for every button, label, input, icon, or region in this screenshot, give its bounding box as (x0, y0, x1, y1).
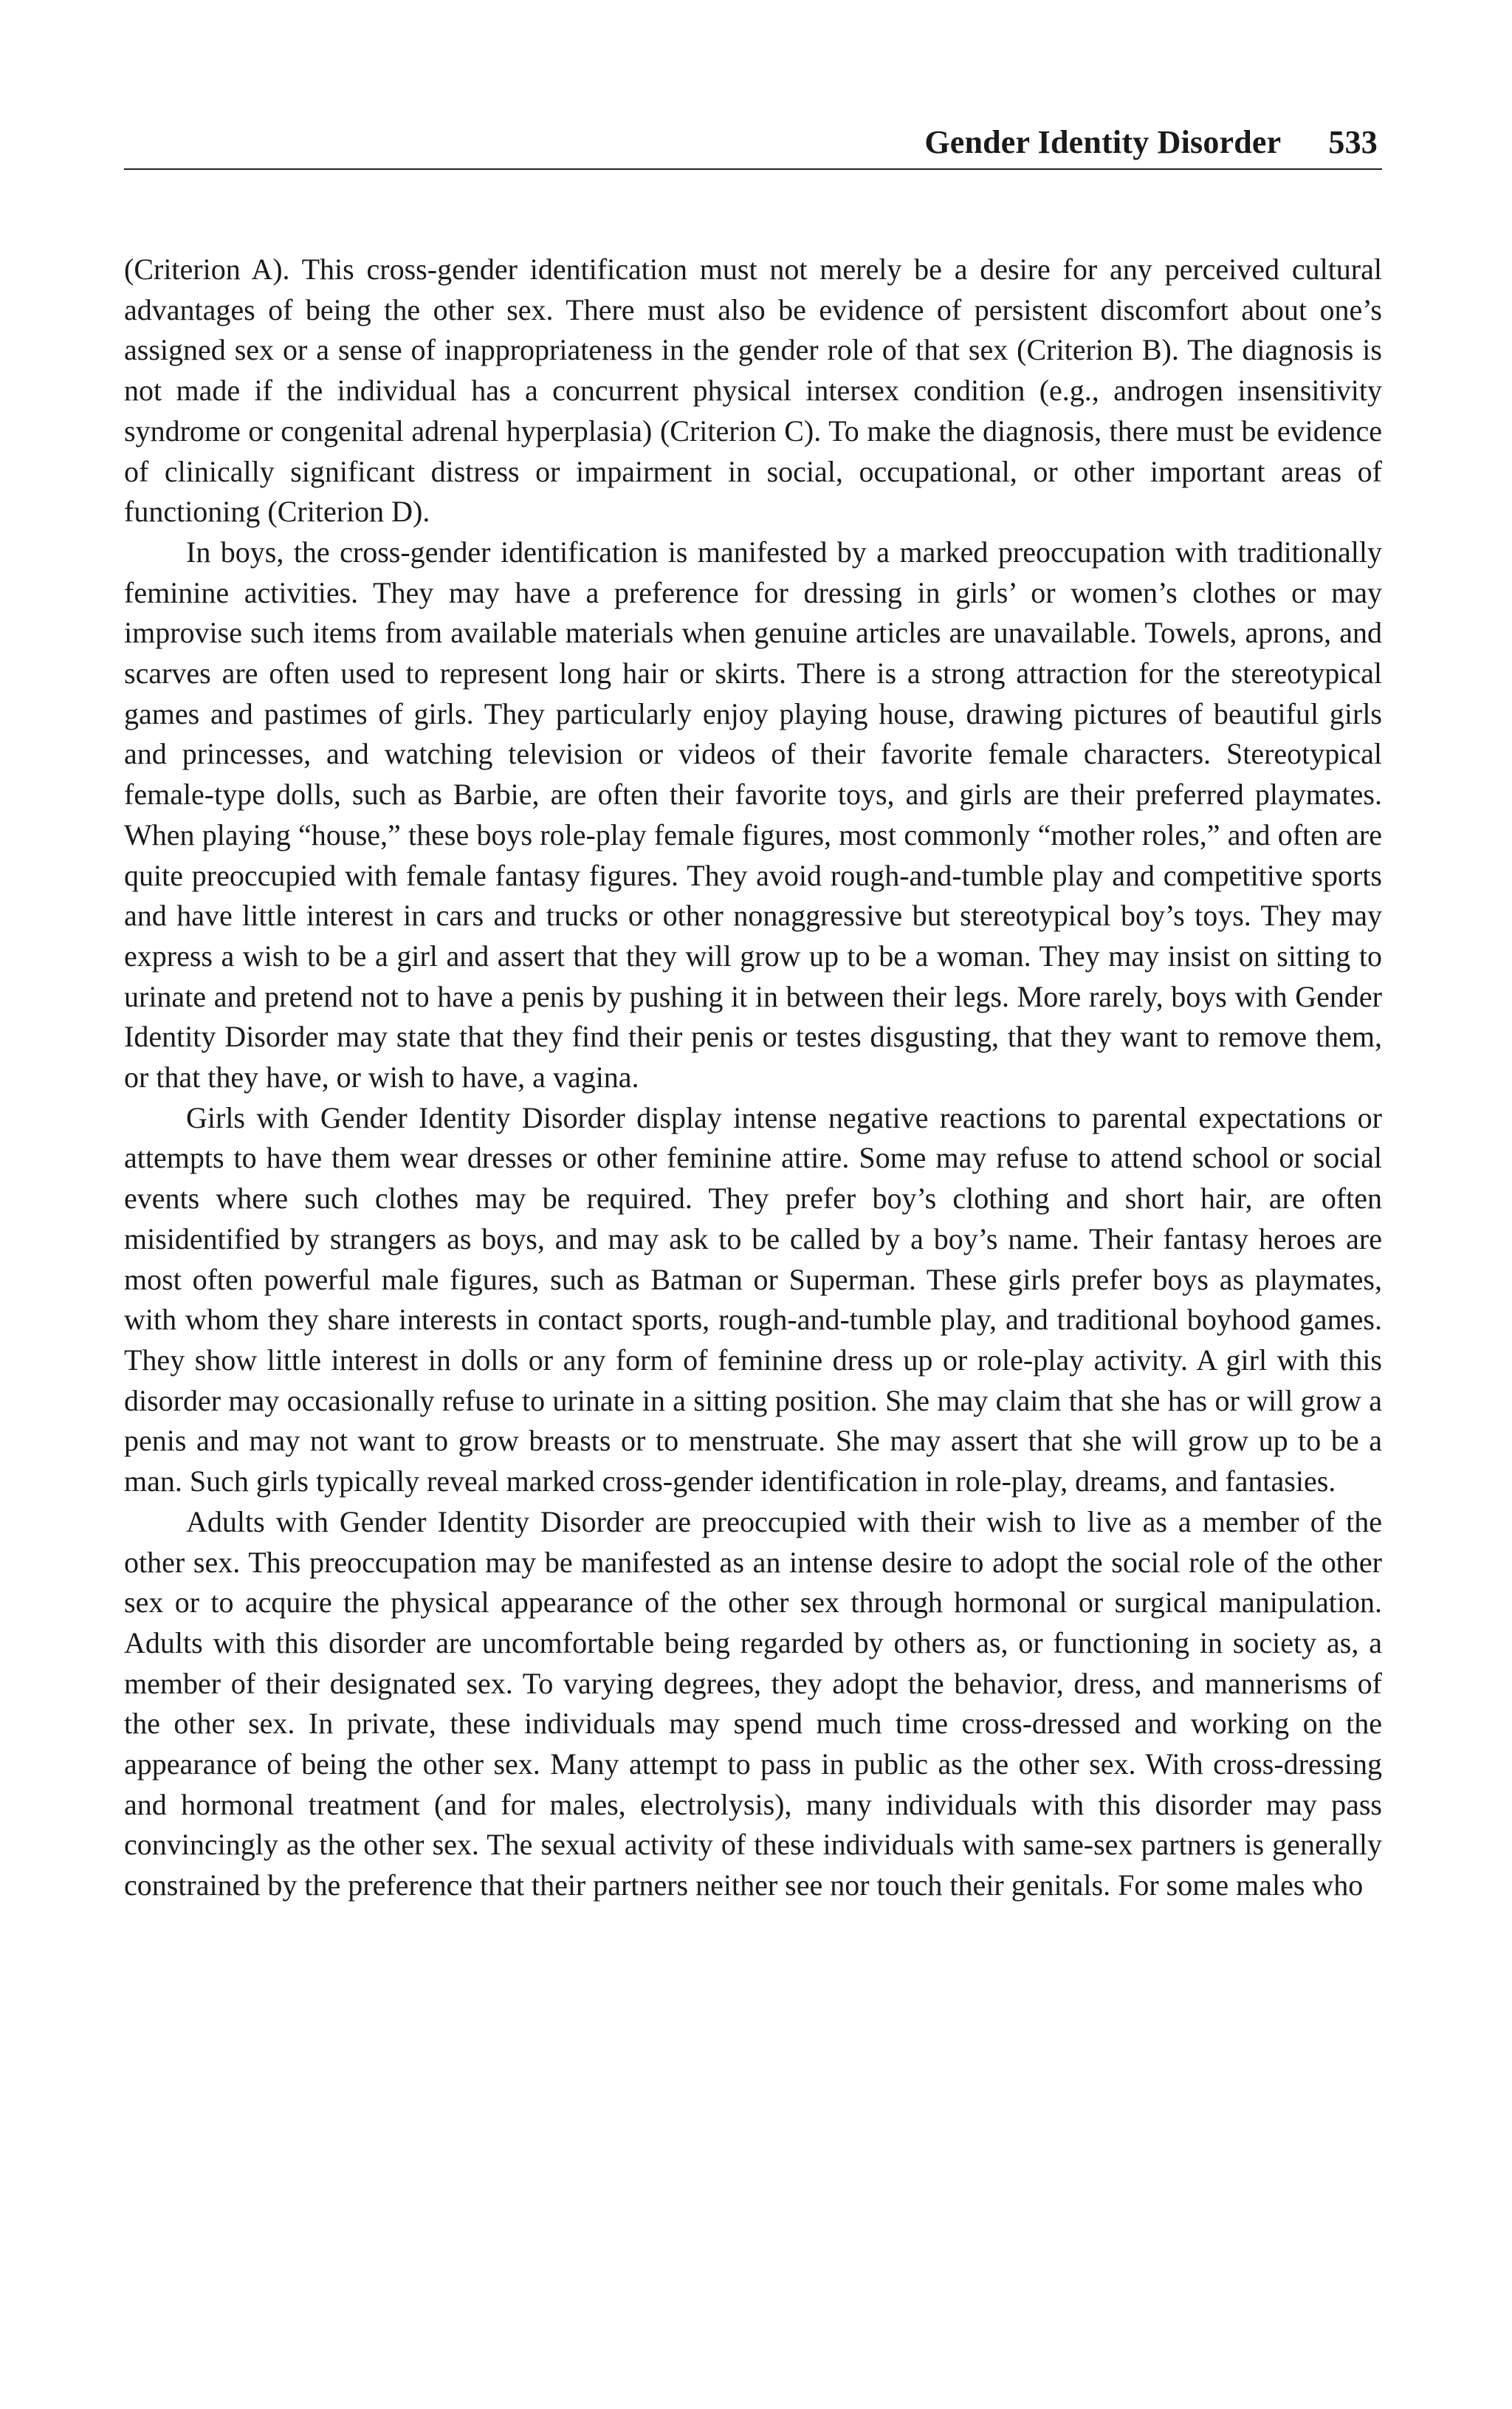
running-head (124, 109, 1382, 161)
paragraph-adults: Adults with Gender Identity Disorder are preoccupied with their wish to live as a member of the other sex. This preoccupation may be manifested as an intense desire to adopt the social role of the other sex or to acquire the physical appearance of the other sex through hormonal or surgical manipulation. Adults with this disorder are uncomfortable being regarded by others as, or functioning in society as, a member of their designated sex. To varying degrees, they adopt the behavior, dress, and mannerisms of the other sex. In private, these individuals may spend much time cross-dressed and working on the appearance of being the other sex. Many attempt to pass in public as the other sex. With cross-dressing and hormonal treatment (and for males, electrolysis), many individuals with this disorder may pass convincingly as the other sex. The sexual activity of these individuals with same-sex partners is generally constrained by the preference that their partners neither see nor touch their genitals. For some males who (124, 1504, 1382, 1902)
paragraph-girls: Girls with Gender Identity Disorder display intense negative reactions to parental expectations or attempts to have them wear dresses or other feminine attire. Some may refuse to attend school or social events where such clothes may be required. They prefer boy’s clothing and short hair, are often misidentified by strangers as boys, and may ask to be called by a boy’s name. Their fantasy heroes are most often powerful male figures, such as Batman or Superman. These girls prefer boys as playmates, with whom they share interests in contact sports, rough-and-tumble play, and traditional boyhood games. They show little interest in dolls or any form of feminine dress up or role-play activity. A girl with this disorder may occasionally refuse to urinate in a sitting position. She may claim that she has or will grow a penis and may not want to grow breasts or to menstruate. She may assert that she will grow up to be a man. Such girls typically reveal marked cross-gender identification in role-play, dreams, and fantasies. (124, 1100, 1382, 1498)
page-number: 533 (1328, 124, 1378, 160)
header-rule (124, 168, 1382, 170)
paragraph-boys: In boys, the cross-gender identification is manifested by a marked preoccupation with traditionally feminine activities. They may have a preference for dressing in girls’ or women’s clothes or may improvise such items from available materials when genuine articles are unavailable. Towels, aprons, and scarves are often used to represent long hair or skirts. There is a strong attraction for the stereotypical games and pastimes of girls. They particularly enjoy playing house, drawing pictures of beautiful girls and princesses, and watching television or videos of their favorite female characters. Stereotypical female-type dolls, such as Barbie, are often their favorite toys, and girls are their preferred playmates. When playing “house,” these boys role-play female figures, most commonly “mother roles,” and often are quite preoccupied with female fantasy figures. They avoid rough-and-tumble play and competitive sports and have little interest in cars and trucks or other nonaggressive but stereotypical boy’s toys. They may express a wish to be a girl and assert that they will grow up to be a woman. They may insist on sitting to urinate and pretend not to have a penis by pushing it in between their legs. More rarely, boys with Gender Identity Disorder may state that they find their penis or testes disgusting, that they want to remove them, or that they have, or wish to have, a vagina. (124, 535, 1382, 1094)
running-head-title: Gender Identity Disorder (924, 124, 1282, 160)
book-page (124, 0, 1382, 2409)
body-text (124, 250, 1382, 1906)
paragraph-criteria-continued: (Criterion A). This cross-gender identification must not merely be a desire for any perceived cultural advantages of being the other sex. There must also be evidence of persistent discomfort about one’s assigned sex or a sense of inappropriateness in the gender role of that sex (Criterion B). The diagnosis is not made if the individual has a concurrent physical intersex condition (e.g., androgen insensitivity syndrome or congenital adrenal hyperplasia) (Criterion C). To make the diagnosis, there must be evidence of clinically significant distress or impairment in social, occupational, or other important areas of functioning (Criterion D). (124, 253, 1382, 529)
